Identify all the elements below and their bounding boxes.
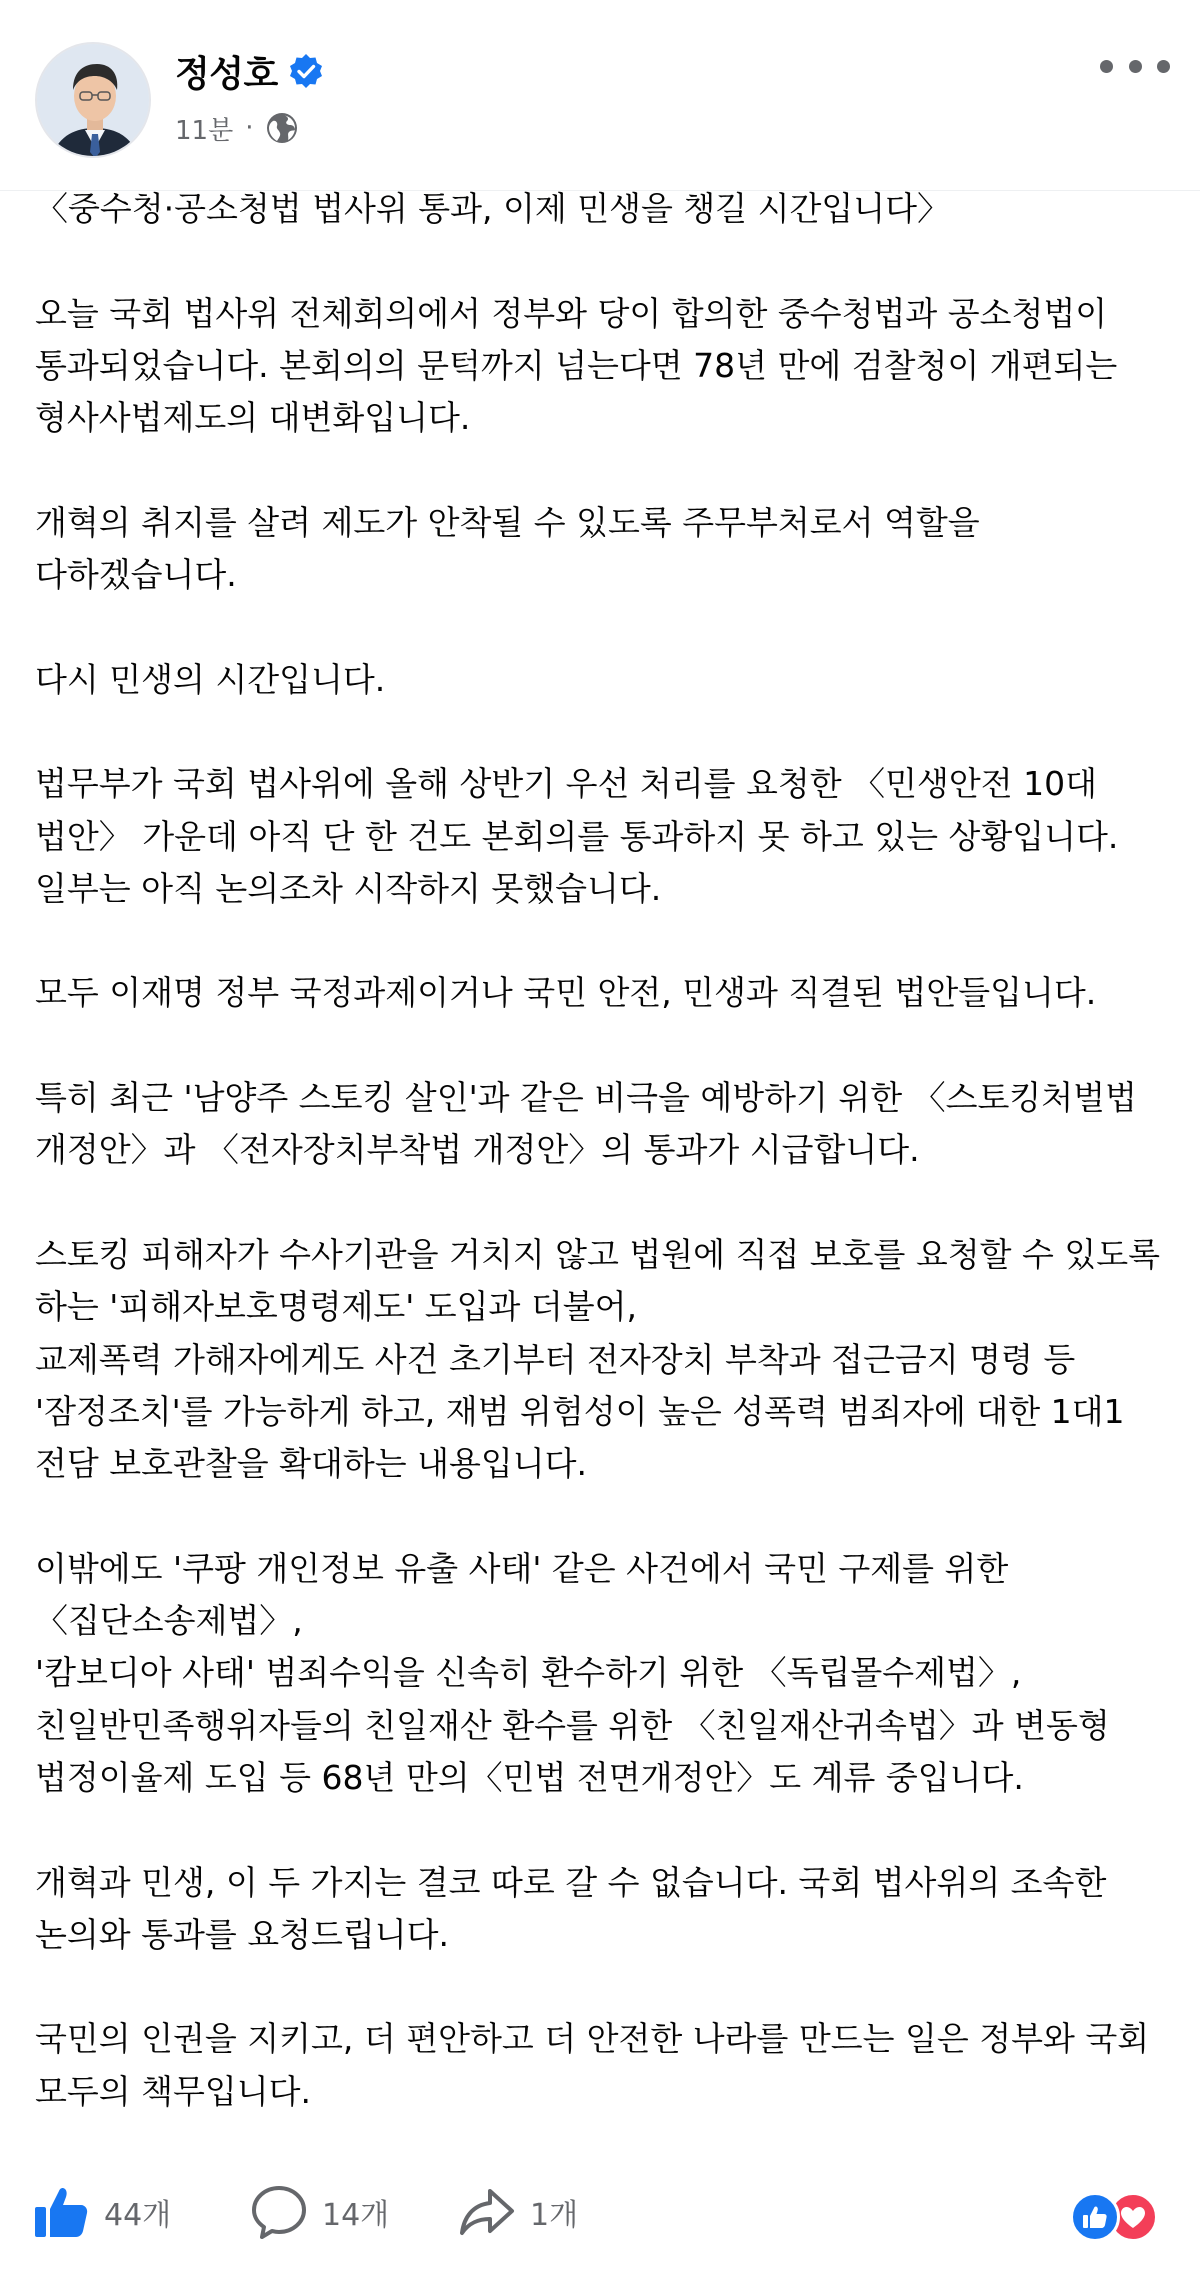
post-meta <box>175 108 299 148</box>
text-line: 특히 최근 '남양주 스토킹 살인'과 같은 비극을 예방하기 위한 〈스토킹처벌법 <box>35 1078 1137 1118</box>
paragraph-gap <box>35 1490 1175 1542</box>
text-line: 법무부가 국회 법사위에 올해 상반기 우선 처리를 요청한 〈민생안전 10대 <box>35 764 1097 804</box>
text-line: 법안〉 가운데 아직 단 한 건도 본회의를 통과하지 못 하고 있는 상황입니다. <box>35 816 1119 856</box>
text-line: '잠정조치'를 가능하게 하고, 재범 위험성이 높은 성폭력 범죄자에 대한 1대1 <box>35 1391 1125 1431</box>
post-actions <box>0 2172 1200 2252</box>
paragraph-gap <box>35 444 1175 496</box>
author-name[interactable]: 정성호 <box>175 53 278 95</box>
more-options-button[interactable] <box>1100 48 1170 84</box>
text-line: 친일반민족행위자들의 친일재산 환수를 위한 〈친일재산귀속법〉과 변동형 <box>35 1705 1110 1745</box>
like-button[interactable] <box>32 2180 171 2244</box>
paragraph-gap <box>35 915 1175 967</box>
text-line: 모두의 책무입니다. <box>35 2071 312 2111</box>
text-line: 다시 민생의 시간입니다. <box>35 659 386 699</box>
text-line: 〈중수청·공소청법 법사위 통과, 이제 민생을 챙길 시간입니다〉 <box>35 189 950 228</box>
paragraph <box>35 967 1175 1019</box>
paragraph <box>35 758 1175 915</box>
text-line: 일부는 아직 논의조차 시작하지 못했습니다. <box>35 868 662 908</box>
globe-icon <box>265 111 299 145</box>
comment-button[interactable] <box>250 2180 389 2244</box>
paragraph-gap <box>35 1961 1175 2013</box>
text-line: 교제폭력 가해자에게도 사건 초기부터 전자장치 부착과 접근금지 명령 등 <box>35 1339 1076 1379</box>
avatar[interactable] <box>35 42 151 158</box>
paragraph-gap <box>35 1020 1175 1072</box>
paragraph <box>35 1072 1175 1177</box>
text-line: 〈집단소송제법〉, <box>35 1601 303 1641</box>
paragraph-gap <box>35 1804 1175 1856</box>
like-reaction-icon <box>1070 2192 1120 2242</box>
text-line: 스토킹 피해자가 수사기관을 거치지 않고 법원에 직접 보호를 요청할 수 있도록 <box>35 1234 1160 1274</box>
paragraph <box>35 497 1175 602</box>
text-line: 이밖에도 '쿠팡 개인정보 유출 사태' 같은 사건에서 국민 구제를 위한 <box>35 1548 1009 1588</box>
paragraph <box>35 183 1175 235</box>
comment-count: 14개 <box>322 2198 390 2233</box>
paragraph <box>35 1229 1175 1490</box>
more-horizontal-icon <box>1129 60 1142 73</box>
verified-badge-icon <box>288 53 324 89</box>
paragraph-gap <box>35 601 1175 653</box>
text-line: 다하겠습니다. <box>35 555 237 595</box>
share-count: 1개 <box>530 2198 579 2233</box>
post-header <box>0 0 1200 190</box>
thumbs-up-icon <box>32 2183 90 2241</box>
paragraph <box>35 1857 1175 1962</box>
text-line: 오늘 국회 법사위 전체회의에서 정부와 당이 합의한 중수청법과 공소청법이 <box>35 293 1108 333</box>
more-horizontal-icon <box>1100 60 1113 73</box>
paragraph-gap <box>35 706 1175 758</box>
paragraph <box>35 1543 1175 1804</box>
like-count: 44개 <box>104 2198 172 2233</box>
text-line: 하는 '피해자보호명령제도' 도입과 더불어, <box>35 1287 638 1327</box>
text-line: 개혁과 민생, 이 두 가지는 결코 따로 갈 수 없습니다. 국회 법사위의 조속한 <box>35 1862 1107 1902</box>
paragraph-gap <box>35 1177 1175 1229</box>
text-line: '캄보디아 사태' 범죄수익을 신속히 환수하기 위한 〈독립몰수제법〉, <box>35 1653 1022 1693</box>
author-row <box>175 46 324 96</box>
text-line: 개혁의 취지를 살려 제도가 안착될 수 있도록 주무부처로서 역할을 <box>35 502 980 542</box>
text-line: 법정이율제 도입 등 68년 만의〈민법 전면개정안〉도 계류 중입니다. <box>35 1757 1024 1797</box>
text-line: 개정안〉과 〈전자장치부착법 개정안〉의 통과가 시급합니다. <box>35 1130 920 1170</box>
post-time[interactable]: 11분 <box>175 115 234 146</box>
comment-bubble-icon <box>250 2183 308 2241</box>
text-line: 전담 보호관찰을 확대하는 내용입니다. <box>35 1444 588 1484</box>
more-horizontal-icon <box>1157 60 1170 73</box>
reaction-summary[interactable] <box>1070 2192 1170 2242</box>
text-line: 국민의 인권을 지키고, 더 편안하고 더 안전한 나라를 만드는 일은 정부와 국회 <box>35 2019 1150 2059</box>
paragraph-gap <box>35 235 1175 287</box>
text-line: 통과되었습니다. 본회의의 문턱까지 넘는다면 78년 만에 검찰청이 개편되는 <box>35 345 1118 385</box>
share-arrow-icon <box>458 2183 516 2241</box>
paragraph <box>35 2013 1175 2118</box>
text-line: 형사사법제도의 대변화입니다. <box>35 398 471 438</box>
post-text <box>35 183 1175 2118</box>
meta-separator: · <box>245 113 254 143</box>
paragraph <box>35 288 1175 445</box>
paragraph <box>35 654 1175 706</box>
share-button[interactable] <box>458 2180 578 2244</box>
text-line: 모두 이재명 정부 국정과제이거나 국민 안전, 민생과 직결된 법안들입니다. <box>35 973 1097 1013</box>
text-line: 논의와 통과를 요청드립니다. <box>35 1914 450 1954</box>
